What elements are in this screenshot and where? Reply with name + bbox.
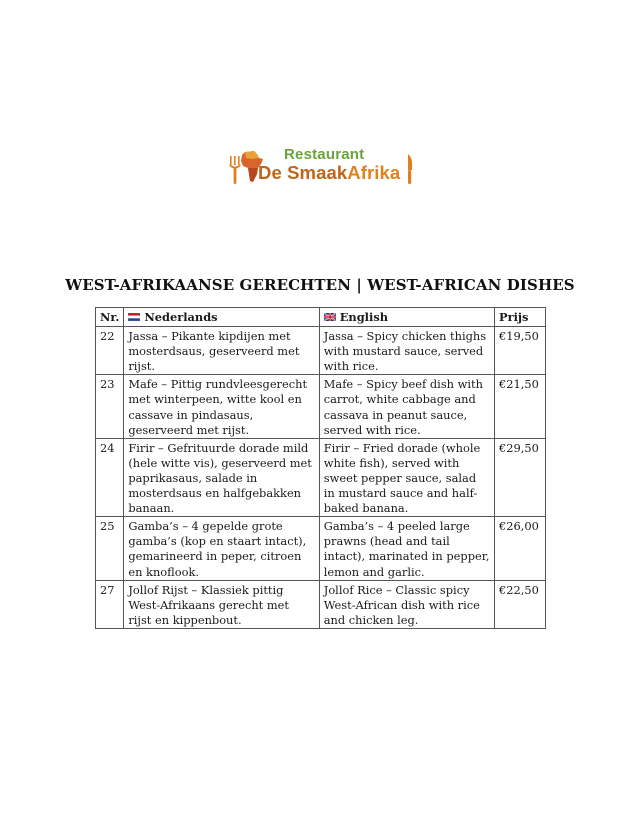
- table-row: [96, 327, 546, 375]
- dutch-flag-icon: [128, 313, 140, 321]
- dish-price: €21,50: [495, 375, 546, 438]
- dish-english: Mafe – Spicy beef dish with carrot, white cabbage and cassava in peanut sauce, served with rice.: [319, 375, 494, 438]
- header-nr: Nr.: [96, 308, 124, 327]
- header-nederlands-label: Nederlands: [144, 310, 218, 324]
- dish-price: €19,50: [495, 327, 546, 375]
- dish-price: €22,50: [495, 580, 546, 628]
- dish-number: 27: [96, 580, 124, 628]
- logo-afrika: Afrika: [347, 162, 401, 183]
- header-english-label: English: [339, 310, 389, 324]
- knife-icon: [406, 154, 414, 184]
- dish-dutch: Gamba’s – 4 gepelde grote gamba’s (kop en staart intact), gemarineerd in peper, citroen en knoflook.: [124, 517, 319, 580]
- dish-dutch: Mafe – Pittig rundvleesgerecht met winterpeen, witte kool en cassave in pindasaus, geserveerd met rijst.: [124, 375, 319, 438]
- dish-number: 25: [96, 517, 124, 580]
- table-row: [96, 580, 546, 628]
- dish-number: 24: [96, 438, 124, 516]
- header-price: Prijs: [495, 308, 546, 327]
- dish-number: 23: [96, 375, 124, 438]
- dish-english: Jollof Rice – Classic spicy West-African dish with rice and chicken leg.: [319, 580, 494, 628]
- logo-brand-text: [258, 162, 400, 184]
- table-row: [96, 375, 546, 438]
- logo-smaak: Smaak: [287, 162, 348, 183]
- page-title: WEST-AFRIKAANSE GERECHTEN | WEST-AFRICAN DISHES: [65, 276, 575, 294]
- restaurant-logo: [226, 146, 416, 186]
- table-row: [96, 438, 546, 516]
- header-nederlands: [124, 308, 319, 327]
- dish-price: €26,00: [495, 517, 546, 580]
- dish-dutch: Jollof Rijst – Klassiek pittig West-Afrikaans gerecht met rijst en kippenbout.: [124, 580, 319, 628]
- dish-number: 22: [96, 327, 124, 375]
- header-english: [319, 308, 494, 327]
- dish-dutch: Jassa – Pikante kipdijen met mosterdsaus, geserveerd met rijst.: [124, 327, 319, 375]
- dish-price: €29,50: [495, 438, 546, 516]
- table-row: [96, 517, 546, 580]
- logo-de: De: [258, 162, 288, 183]
- dish-english: Jassa – Spicy chicken thighs with mustard sauce, served with rice.: [319, 327, 494, 375]
- logo-restaurant-text: Restaurant: [284, 146, 365, 163]
- uk-flag-icon: [324, 313, 336, 321]
- dish-english: Firir – Fried dorade (whole white fish), served with sweet pepper sauce, salad in mustard sauce and half-baked banana.: [319, 438, 494, 516]
- dish-english: Gamba’s – 4 peeled large prawns (head and tail intact), marinated in pepper, lemon and garlic.: [319, 517, 494, 580]
- menu-table: [95, 307, 546, 629]
- table-header-row: [96, 308, 546, 327]
- dish-dutch: Firir – Gefrituurde dorade mild (hele witte vis), geserveerd met paprikasaus, salade in mosterdsaus en halfgebakken banaan.: [124, 438, 319, 516]
